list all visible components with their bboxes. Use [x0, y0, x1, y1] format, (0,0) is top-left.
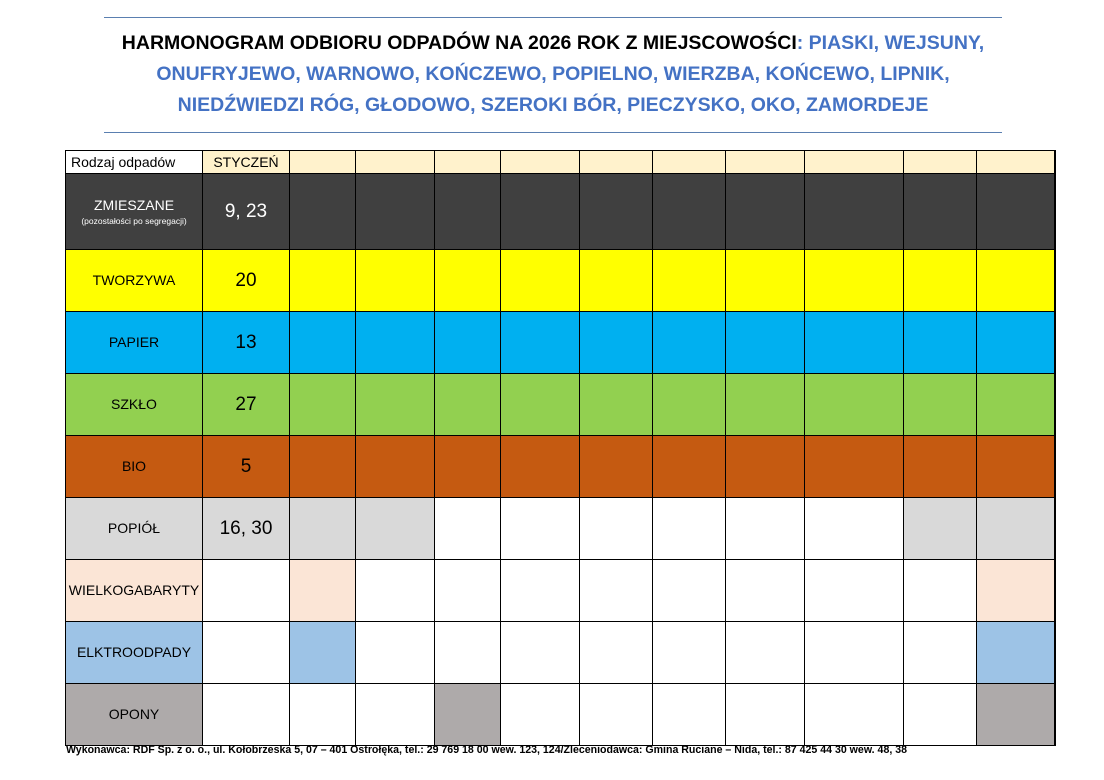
month-cell [726, 374, 805, 436]
month-cell [653, 560, 726, 622]
waste-type-header: Rodzaj odpadów [66, 151, 203, 174]
month-cell [1055, 312, 1056, 374]
month-cell [290, 312, 356, 374]
month-cell [726, 436, 805, 498]
month-cell [1055, 174, 1056, 250]
waste-type-label: BIO [121, 458, 147, 474]
month-cell [356, 174, 435, 250]
waste-type-cell [66, 250, 203, 312]
month-cell [1055, 684, 1056, 746]
month-cell [904, 498, 977, 560]
waste-row [66, 560, 1056, 622]
title-prefix: HARMONOGRAM ODBIORU ODPADÓW NA 2026 ROK Z MIEJSCOWOŚCI [121, 32, 797, 54]
month-cell [501, 498, 580, 560]
month-cell [805, 312, 904, 374]
month-cell [501, 436, 580, 498]
waste-type-cell [66, 174, 203, 250]
month-cell [501, 622, 580, 684]
month-cell [977, 436, 1055, 498]
month-cell [290, 174, 356, 250]
month-cell [1055, 374, 1056, 436]
waste-row [66, 498, 1056, 560]
month-cell [1055, 560, 1056, 622]
month-cell [653, 312, 726, 374]
month-header [653, 151, 726, 174]
month-cell [435, 250, 501, 312]
schedule-table [65, 150, 1056, 746]
pickup-dates-cell: 27 [203, 374, 290, 436]
month-cell [435, 498, 501, 560]
month-header [356, 151, 435, 174]
footer-contact: Wykonawca: RDF Sp. z o. o., ul. Kołobrzeska 5, 07 – 401 Ostrołęka, tel.: 29 769 18 00 wew. 123, 124/Zleceniodawca: Gmina Ruciane – Nida, tel.: 87 425 44 30 wew. 48, 38 [66, 744, 908, 756]
waste-type-cell [66, 374, 203, 436]
month-cell [580, 560, 653, 622]
pickup-dates-cell [203, 622, 290, 684]
month-cell [435, 560, 501, 622]
month-cell [653, 436, 726, 498]
waste-type-label: PAPIER [108, 334, 160, 350]
month-cell [805, 622, 904, 684]
month-cell [977, 312, 1055, 374]
month-cell [1055, 250, 1056, 312]
month-cell [435, 684, 501, 746]
month-cell [356, 622, 435, 684]
month-cell [290, 684, 356, 746]
waste-type-cell [66, 436, 203, 498]
month-header [805, 151, 904, 174]
waste-type-cell [66, 622, 203, 684]
month-cell [580, 174, 653, 250]
waste-row [66, 684, 1056, 746]
month-cell [580, 622, 653, 684]
month-cell [356, 560, 435, 622]
month-cell [977, 684, 1055, 746]
waste-type-sublabel: (pozostałości po segregacji) [81, 215, 187, 226]
month-cell [501, 684, 580, 746]
month-cell [580, 250, 653, 312]
waste-type-label: ZMIESZANE [93, 196, 175, 213]
month-cell [653, 174, 726, 250]
month-cell [356, 312, 435, 374]
header-row [66, 151, 1056, 174]
month-cell [977, 250, 1055, 312]
month-cell [356, 250, 435, 312]
pickup-dates-cell: 13 [203, 312, 290, 374]
pickup-dates-cell: 16, 30 [203, 498, 290, 560]
month-cell [435, 374, 501, 436]
month-cell [904, 174, 977, 250]
month-cell [977, 622, 1055, 684]
pickup-dates-cell: 5 [203, 436, 290, 498]
waste-type-cell [66, 684, 203, 746]
month-cell [501, 174, 580, 250]
month-cell [977, 374, 1055, 436]
month-header [501, 151, 580, 174]
pickup-dates-cell: 9, 23 [203, 174, 290, 250]
month-cell [435, 174, 501, 250]
month-cell [805, 250, 904, 312]
month-header [435, 151, 501, 174]
waste-type-label: SZKŁO [111, 396, 157, 412]
waste-row [66, 250, 1056, 312]
waste-type-cell [66, 560, 203, 622]
month-cell [501, 374, 580, 436]
month-cell [904, 560, 977, 622]
month-cell [904, 312, 977, 374]
month-cell [726, 174, 805, 250]
month-cell [580, 436, 653, 498]
month-cell [356, 374, 435, 436]
pickup-dates-cell: 20 [203, 250, 290, 312]
month-cell [356, 436, 435, 498]
month-cell [726, 560, 805, 622]
month-cell [1055, 436, 1056, 498]
month-cell [580, 684, 653, 746]
pickup-dates-cell [203, 684, 290, 746]
month-cell [501, 250, 580, 312]
month-cell [290, 622, 356, 684]
title-top-rule [104, 17, 1002, 18]
month-cell [435, 622, 501, 684]
month-header [726, 151, 805, 174]
month-cell [580, 312, 653, 374]
waste-row [66, 436, 1056, 498]
waste-row [66, 374, 1056, 436]
month-cell [904, 250, 977, 312]
month-cell [805, 174, 904, 250]
month-cell [653, 498, 726, 560]
month-cell [290, 436, 356, 498]
month-cell [1055, 498, 1056, 560]
waste-row [66, 622, 1056, 684]
pickup-dates-cell [203, 560, 290, 622]
month-cell [904, 436, 977, 498]
page-title [104, 28, 1002, 121]
month-cell [580, 374, 653, 436]
waste-type-cell [66, 312, 203, 374]
month-cell [805, 498, 904, 560]
month-cell [805, 684, 904, 746]
month-cell [805, 374, 904, 436]
month-cell [904, 374, 977, 436]
month-cell [653, 250, 726, 312]
month-header [977, 151, 1055, 174]
month-cell [805, 560, 904, 622]
waste-type-label: WIELKOGABARYTY [68, 582, 200, 598]
month-header: STYCZEŃ [203, 151, 290, 174]
month-cell [290, 498, 356, 560]
month-cell [653, 374, 726, 436]
month-cell [977, 498, 1055, 560]
month-cell [726, 498, 805, 560]
month-cell [977, 560, 1055, 622]
month-cell [356, 498, 435, 560]
month-cell [501, 560, 580, 622]
month-cell [904, 684, 977, 746]
title-bottom-rule [104, 132, 1002, 133]
title-places: : PIASKI, WEJSUNY, ONUFRYJEWO, WARNOWO, KOŃCZEWO, POPIELNO, WIERZBA, KOŃCEWO, LIPNIK, NIEDŹWIEDZI RÓG, GŁODOWO, SZEROKI BÓR, PIECZYSKO, OKO, ZAMORDEJE [156, 32, 985, 116]
month-cell [726, 250, 805, 312]
waste-type-label: OPONY [108, 706, 160, 722]
month-cell [290, 560, 356, 622]
month-cell [904, 622, 977, 684]
month-cell [805, 436, 904, 498]
waste-type-label: TWORZYWA [92, 272, 176, 288]
waste-type-label: POPIÓŁ [107, 520, 161, 536]
month-header [290, 151, 356, 174]
month-header [904, 151, 977, 174]
month-cell [290, 250, 356, 312]
month-cell [726, 622, 805, 684]
month-cell [726, 312, 805, 374]
waste-type-label: ELKTROODPADY [76, 644, 192, 660]
month-cell [726, 684, 805, 746]
month-cell [290, 374, 356, 436]
month-cell [435, 436, 501, 498]
month-cell [356, 684, 435, 746]
month-cell [580, 498, 653, 560]
month-cell [435, 312, 501, 374]
month-header [1055, 151, 1056, 174]
waste-row [66, 174, 1056, 250]
month-cell [653, 622, 726, 684]
waste-type-cell [66, 498, 203, 560]
month-cell [653, 684, 726, 746]
waste-row [66, 312, 1056, 374]
month-header [580, 151, 653, 174]
month-cell [1055, 622, 1056, 684]
month-cell [501, 312, 580, 374]
month-cell [977, 174, 1055, 250]
